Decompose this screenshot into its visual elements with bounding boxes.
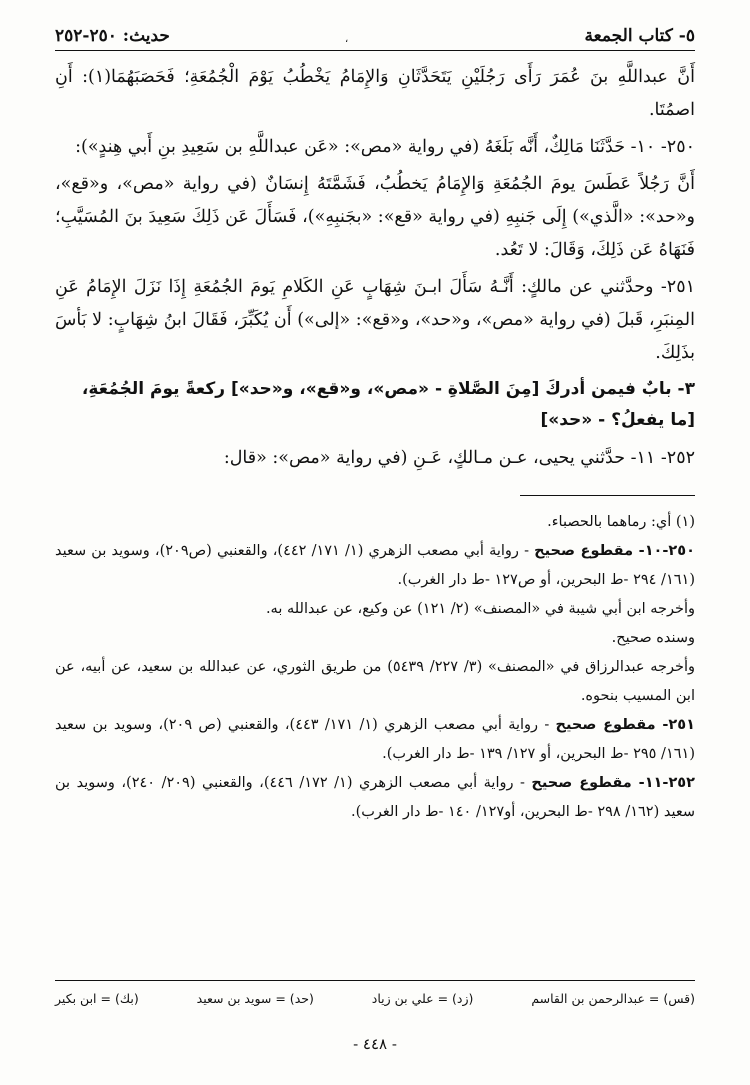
hadith-252: ٢٥٢- ١١- حدَّثني يحيى، عـن مـالكٍ، عَـنِ (في رواية «مص»: «قال: [223, 448, 695, 468]
footnote-separator [520, 495, 695, 496]
footnotes [55, 508, 695, 827]
header-mark: ، [345, 34, 349, 45]
chapter-title: ٥- كتاب الجمعة [584, 26, 695, 46]
page-number: - ٤٤٨ - [353, 1035, 397, 1053]
hadith-250-matn: أَنَّ رَجُلاً عَطَسَ يومَ الجُمُعَةِ وَالإِمَامُ يَخطُبُ، فَشَمَّتَهُ إِنسَانٌ (في رواية «مص»، و«قع»، و«حد»: «الَّذي») إِلَى جَنبِهِ (في رواية «قع»: «بجَنبِهِ»)، فَسَأَلَ عَن ذَلِكَ سَعِيدَ بنَ المُسَيَّبِ؛ فَنَهَاهُ عَن ذَلِكَ، وَقَالَ: لا تَعُد. [55, 174, 695, 260]
main-text [55, 61, 695, 475]
paragraph-1: أَنَّ عبداللَّهِ بنَ عُمَرَ رَأَى رَجُلَيْنِ يَتَحَدَّثَانِ وَالإِمَامُ يَخْطُبُ يَوْمَ الْجُمُعَةِ؛ فَحَصَبَهُمَا(١): أَنِ اصمُتَا. [55, 67, 695, 120]
footnote-252 [55, 769, 695, 827]
footnote-250-label: ٢٥٠-١٠- مقطوع صحيح [534, 543, 695, 559]
abbreviation-key [55, 980, 695, 1006]
abbr-qs: (قس) = عبدالرحمن بن القاسم [531, 991, 695, 1006]
abbr-zd: (زد) = علي بن زياد [371, 991, 474, 1006]
chapter-heading: ٣- بابٌ فيمن أدركَ [مِنَ الصَّلاةِ - «مص»، و«قع»، و«حد»] ركعةً يومَ الجُمُعَةِ، [ما يفعلُ؟ - «حد»] [81, 379, 695, 430]
hadith-251: ٢٥١- وحدَّثني عن مالكٍ: أَنَّـهُ سَأَلَ ابـنَ شِهَابٍ عَنِ الكَلامِ يَومَ الجُمُعَةِ إِذَا نَزَلَ الإِمَامُ عَنِ المِنبَرِ، قَبلَ (في رواية «مص»، و«حد»، و«قع»: «إلى») أَن يُكَبِّرَ، فَقَالَ ابنُ شِهَابٍ: لا بَأسَ بذَلِكَ. [55, 277, 695, 363]
footnote-252-text: - رواية أبي مصعب الزهري (١/ ١٧٢/ ٤٤٦)، والقعنبي (٢٠٩/ ٢٤٠)، وسويد بن سعيد (١٦٢/ ٢٩٨ -ط البحرين، أو١٢٧/ ١٤٠ -ط دار الغرب). [55, 775, 695, 820]
footnote-251-text: - رواية أبي مصعب الزهري (١/ ١٧١/ ٤٤٣)، والقعنبي (ص ٢٠٩)، وسويد بن سعيد (١٦١/ ٢٩٥ -ط البحرين، أو ١٢٧/ ١٣٩ -ط دار الغرب). [55, 717, 695, 762]
abbr-bk: (بك) = ابن بكير [55, 991, 139, 1006]
footnote-252-label: ٢٥٢-١١- مقطوع صحيح [531, 775, 695, 791]
footnote-250-text: - رواية أبي مصعب الزهري (١/ ١٧١/ ٤٤٢)، والقعنبي (ص٢٠٩)، وسويد بن سعيد (١٦١/ ٢٩٤ -ط البحرين، أو ص١٢٧ -ط دار الغرب). [55, 543, 695, 588]
footnote-251-label: ٢٥١- مقطوع صحيح [555, 717, 695, 733]
footnote-251 [55, 711, 695, 769]
footnote-250-takhrij-1: وأخرجه ابن أبي شيبة في «المصنف» (٢/ ١٢١) عن وكيع، عن عبدالله به. [265, 601, 695, 617]
running-header [55, 20, 695, 51]
hadith-range: حديث: ٢٥٠-٢٥٢ [55, 26, 170, 46]
hadith-250-isnad: ٢٥٠- ١٠- حَدَّثَنَا مَالِكٌ، أَنَّه بَلَغَهُ (في رواية «مص»: «عَن عبداللَّهِ بن سَعِيدِ بنِ أَبي هِندٍ»): [75, 137, 695, 157]
footnote-250-grade: وسنده صحيح. [611, 630, 695, 646]
book-page [55, 20, 695, 1070]
abbr-hd: (حد) = سويد بن سعيد [196, 991, 314, 1006]
footnote-250-takhrij-2: وأخرجه عبدالرزاق في «المصنف» (٣/ ٢٢٧/ ٥٤٣٩) من طريق الثوري، عن عبدالله بن سعيد، عن أبيه، عن ابن المسيب بنحوه. [55, 659, 696, 704]
footnote-1: (١) أي: رماهما بالحصباء. [547, 514, 695, 530]
footnote-250 [55, 537, 695, 595]
